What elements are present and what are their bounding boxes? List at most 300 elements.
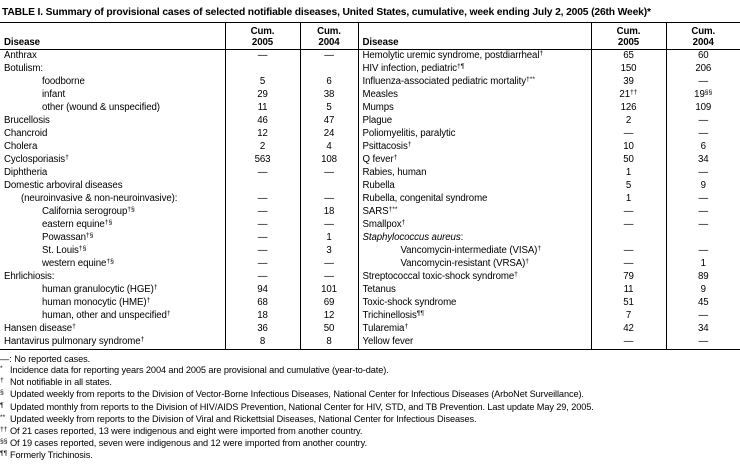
footnote-marker: † [393,154,398,162]
cum-label: Cum. [250,26,275,37]
cum-2004-value [300,115,358,128]
footnote-marker: † [146,297,151,305]
footnote-marker: †§ [78,245,87,253]
cum-2005-value [591,154,666,167]
cum-2004-value [300,63,358,76]
cum-2005-value [225,102,300,115]
cum-2005-value [225,232,300,245]
disease-cell [358,180,591,193]
disease-label: HIV infection, pediatric [362,63,458,75]
value-text: 12 [323,310,335,322]
cum-2005-value [225,141,300,154]
footnote-text: Updated monthly from reports to the Division of HIV/AIDS Prevention, National Center for HIV, STD, and TB Prevention. Last update May 29, 2005. [10,401,594,412]
value-text: 89 [697,271,709,283]
value-text: 108 [321,154,337,166]
cum-2004-value [300,271,358,284]
footnote-marker: § [0,389,4,397]
cum-2004-value [666,258,740,271]
value-text: 1 [326,232,332,244]
value-text: — [698,167,709,179]
cum-2005-value [591,297,666,310]
value-text: — [257,206,268,218]
disease-cell [0,219,225,232]
value-text: 1 [625,193,632,205]
cum-2005-value [591,284,666,297]
cum-2005-value [591,219,666,232]
value-text: 109 [695,102,712,114]
value-text: 150 [620,63,637,75]
cum-2004-value [666,336,740,350]
cum-2005-value [225,219,300,232]
value-text: 45 [697,297,709,309]
value-text: — [324,193,334,205]
footnote-marker: †** [525,76,536,84]
value-text: 60 [697,50,709,62]
cum-2005-value [591,258,666,271]
table-row [0,154,740,167]
disease-cell [0,102,225,115]
table-row [0,76,740,89]
cum-2005-value [591,115,666,128]
disease-label: SARS [362,206,389,218]
disease-cell [0,284,225,297]
disease-label: human, other and unspecified [42,310,167,322]
footnote-text: Updated weekly from reports to the Division of Vector-Borne Infectious Diseases, National Center for Infectious Diseases (ArboNet Surveillance). [10,389,584,400]
value-text: — [324,50,334,62]
disease-label: Cholera [4,141,38,153]
footnote-marker: † [539,50,544,58]
footnote-line [0,401,740,414]
value-text: 6 [326,76,332,88]
disease-cell [358,206,591,219]
column-header-cum-2005-right [591,23,666,50]
column-header-label: Disease [4,37,40,48]
disease-label: Rubella, congenital syndrome [362,193,488,205]
disease-cell [0,128,225,141]
footnote-text: Not notifiable in all states. [10,377,112,388]
footnote-marker: §§ [0,438,8,446]
value-text: — [257,167,268,179]
footnote-marker: ¶¶ [416,310,425,318]
value-text: 563 [254,154,271,166]
value-text: 79 [623,271,634,283]
footnote-marker: † [537,245,542,253]
disease-label: Hantavirus pulmonary syndrome [4,336,141,348]
disease-cell [0,115,225,128]
column-header-disease-left [0,23,225,50]
cum-2004-value [666,284,740,297]
footnote-marker: † [0,377,4,385]
cum-2004-value [300,284,358,297]
value-text: 9 [700,284,706,296]
cum-2005-value [225,271,300,284]
cum-2004-value [300,297,358,310]
value-text: — [257,258,268,270]
cum-2004-value [300,258,358,271]
disease-label: Staphylococcus aureus [362,232,461,244]
disease-cell [358,115,591,128]
value-text: — [698,206,709,218]
table-row [0,297,740,310]
cum-2004-value [666,219,740,232]
cum-2005-value [591,76,666,89]
disease-cell: Staphylococcus aureus: [358,232,591,245]
disease-label: Hemolytic uremic syndrome, postdiarrheal [362,50,540,62]
disease-cell [358,271,591,284]
cum-2004-value [666,128,740,141]
value-text: 21 [619,89,630,101]
disease-label: other (wound & unspecified) [42,102,160,114]
disease-cell [358,297,591,310]
footnote-marker: † [72,323,76,331]
value-text: — [623,258,634,270]
cum-2005-value [225,323,300,336]
disease-label: Botulism: [4,63,43,75]
cum-2004-value [666,193,740,206]
disease-label: Anthrax [4,50,37,62]
value-text: 51 [623,297,634,309]
value-text: 29 [257,89,268,101]
value-text: 12 [257,128,268,140]
cum-2004-value [666,310,740,323]
cum-2005-value [225,180,300,193]
cum-2004-value [666,232,740,245]
footnote-marker: ¶ [0,401,4,409]
table-row [0,50,740,64]
cum-2005-value [225,128,300,141]
value-text: 34 [697,154,709,166]
value-text: — [324,167,334,179]
disease-label: Streptococcal toxic-shock syndrome [362,271,515,283]
value-text: — [623,128,634,140]
disease-label: Plague [362,115,393,127]
disease-cell [358,89,591,102]
disease-label: Rabies, human [362,167,427,179]
cum-2004-value [666,102,740,115]
cum-2005-value [225,258,300,271]
value-text: — [698,76,709,88]
value-text: — [257,245,268,257]
disease-label: Vancomycin-resistant (VRSA) [400,258,526,270]
value-text: 24 [323,128,335,140]
header-row [0,23,740,50]
value-text: 50 [623,154,634,166]
column-header-label: Disease [362,37,399,48]
value-text: — [698,245,709,257]
value-text: 46 [257,115,268,127]
disease-label: foodborne [42,76,85,88]
value-text: — [623,206,634,218]
cum-2004-value [300,50,358,64]
footnote-marker: * [0,365,3,373]
disease-label: Domestic arboviral diseases [4,180,123,192]
value-text: — [698,115,709,127]
footnote-marker: †§ [127,206,135,214]
cum-2004-value [666,50,740,64]
value-text: — [698,310,709,322]
footnote-marker: † [166,310,171,318]
value-text: 50 [323,323,335,335]
disease-label: Poliomyelitis, paralytic [362,128,456,140]
disease-cell [358,323,591,336]
disease-cell [358,284,591,297]
cum-2004-value [666,206,740,219]
cum-2004-value [666,115,740,128]
value-text: 5 [326,102,332,114]
disease-cell [0,141,225,154]
table-row [0,89,740,102]
value-text: 101 [321,284,337,296]
footnote-marker: †§ [85,232,94,240]
footnote-marker: †† [0,425,8,433]
cum-2004-value [300,193,358,206]
disease-cell [0,310,225,323]
footnote-marker: † [514,271,518,279]
column-header-cum-2004-left [300,23,358,50]
cum-2004-value [300,232,358,245]
cum-label: Cum. [616,26,641,37]
disease-label: St. Louis [42,245,79,257]
disease-label: Smallpox [362,219,402,231]
disease-label: Chancroid [4,128,48,140]
footnote-text: Of 19 cases reported, seven were indigenous and 12 were imported from another country. [10,438,367,449]
disease-cell [358,154,591,167]
year-label: 2004 [692,36,714,48]
value-text: 2 [259,141,266,153]
disease-cell [358,336,591,350]
footnote-marker: † [401,219,406,227]
cum-2004-value [300,336,358,350]
table-row [0,115,740,128]
disease-label: Tetanus [362,284,396,296]
value-text: — [324,271,334,283]
cum-2005-value [225,284,300,297]
cum-2005-value [591,180,666,193]
disease-cell [0,206,225,219]
cum-2004-value [300,89,358,102]
footnote-marker: † [404,323,409,331]
value-text: 69 [323,297,335,309]
value-text: 4 [326,141,332,153]
value-text: 19 [694,89,705,101]
footnote-text: Of 21 cases reported, 13 were indigenous and eight were imported from another country. [10,425,363,436]
cum-2004-value [666,63,740,76]
disease-cell [0,336,225,350]
footnote-line [0,354,740,365]
disease-cell [358,141,591,154]
cum-2005-value [591,102,666,115]
table-row [0,284,740,297]
cum-2005-value [225,310,300,323]
cum-2005-value [225,89,300,102]
footnote-line [0,365,740,377]
value-text: 94 [257,284,268,296]
value-text: — [257,50,268,62]
footnote-line [0,413,740,426]
disease-label: Mumps [362,102,394,114]
footnote-line [0,389,740,401]
disease-cell [0,50,225,64]
cum-2005-value [225,336,300,350]
cum-2004-value [666,76,740,89]
notifiable-diseases-table [0,22,740,350]
disease-label: Psittacosis [362,141,408,153]
value-text: — [324,219,334,231]
column-header-disease-right [358,23,591,50]
cum-2005-value [225,154,300,167]
disease-label: infant [42,89,66,101]
disease-label: Rubella [362,180,395,192]
table-row [0,128,740,141]
value-text: 36 [257,323,268,335]
year-label: 2005 [617,36,640,48]
cum-2004-value [300,154,358,167]
value-text: 11 [257,102,268,114]
disease-cell [0,297,225,310]
cum-2005-value [225,193,300,206]
value-text: — [698,336,709,348]
disease-cell [0,258,225,271]
value-text: 1 [700,258,706,270]
disease-cell [358,167,591,180]
disease-label: (neuroinvasive & non-neuroinvasive): [21,193,178,205]
value-text: 47 [323,115,335,127]
value-text: 18 [323,206,335,218]
value-text: 2 [625,115,632,127]
table-row [0,232,740,245]
table-row [0,102,740,115]
value-text: — [257,232,268,244]
disease-label: Measles [362,89,398,101]
cum-2005-value [591,193,666,206]
table-row [0,336,740,350]
disease-label: Q fever [362,154,394,166]
cum-2005-value [591,271,666,284]
cum-2005-value [225,167,300,180]
disease-cell [358,310,591,323]
footnote-text: No reported cases. [14,354,91,364]
cum-2004-value [666,167,740,180]
table-row [0,245,740,258]
table-title: TABLE I. Summary of provisional cases of selected notifiable diseases, United States, cumulative, week ending July 2, 2005 (26th Week)* [2,7,651,18]
cum-2004-value [666,180,740,193]
disease-label: Yellow fever [362,336,414,348]
footnote-marker: † [525,258,529,266]
disease-label: Trichinellosis [362,310,417,322]
cum-2004-value [300,310,358,323]
cum-label: Cum. [691,26,716,37]
footnote-marker: † [153,284,158,292]
value-text: 3 [326,245,332,257]
disease-cell [358,76,591,89]
cum-2005-value [591,206,666,219]
cum-2004-value [300,167,358,180]
footnote-marker: † [407,141,412,149]
value-text: 1 [625,167,632,179]
cum-2005-value [591,141,666,154]
value-text: 39 [623,76,634,88]
value-text: 18 [257,310,268,322]
disease-label: human monocytic (HME) [42,297,147,309]
cum-2004-value [300,245,358,258]
disease-cell [358,193,591,206]
disease-cell [0,323,225,336]
value-text: 38 [323,89,335,101]
cum-2004-value [300,206,358,219]
disease-label: Vancomycin-intermediate (VISA) [400,245,538,257]
cum-2004-value [666,297,740,310]
cum-2004-value [300,128,358,141]
table-row [0,323,740,336]
cum-2005-value [591,336,666,350]
value-text: — [623,336,634,348]
value-text: — [623,245,634,257]
disease-cell [0,271,225,284]
disease-label: Diphtheria [4,167,48,179]
table-row [0,63,740,76]
footnote-marker: †** [388,206,398,214]
cum-2005-value [591,128,666,141]
disease-label: California serogroup [42,206,128,218]
value-text: — [257,219,268,231]
footnote-marker: †¶ [457,63,465,71]
year-label: 2005 [251,36,274,48]
disease-label: Tularemia [362,323,405,335]
cum-2004-value [300,102,358,115]
disease-cell [358,102,591,115]
disease-cell [358,63,591,76]
footnote-line [0,450,740,462]
disease-cell [0,154,225,167]
table-row [0,141,740,154]
table-row [0,180,740,193]
footnote-marker: ¶¶ [0,450,8,458]
value-text: 5 [625,180,632,192]
disease-label: Toxic-shock syndrome [362,297,457,309]
cum-2005-value [591,167,666,180]
column-header-cum-2004-right [666,23,740,50]
value-text: — [257,271,268,283]
value-text: 34 [697,323,709,335]
disease-cell [0,180,225,193]
cum-2005-value [225,297,300,310]
footnote-marker: †§ [104,219,113,227]
disease-cell [0,232,225,245]
table-row [0,219,740,232]
footnote-line [0,377,740,389]
cum-2005-value [591,63,666,76]
disease-label: Brucellosis [4,115,50,127]
cum-2004-value [300,323,358,336]
value-text: 8 [259,336,266,348]
footnote-line [0,425,740,438]
cum-2005-value [591,310,666,323]
value-text: 11 [623,284,634,296]
table-row [0,167,740,180]
disease-cell [0,193,225,206]
disease-cell [358,128,591,141]
table-row [0,271,740,284]
value-text: 6 [700,141,706,153]
disease-cell [358,50,591,64]
disease-label: Ehrlichiosis: [4,271,55,283]
cum-2004-value [666,245,740,258]
disease-cell [0,167,225,180]
value-text: — [698,128,709,140]
value-text: 8 [326,336,332,348]
cum-2005-value [591,232,666,245]
cum-2005-value [225,245,300,258]
